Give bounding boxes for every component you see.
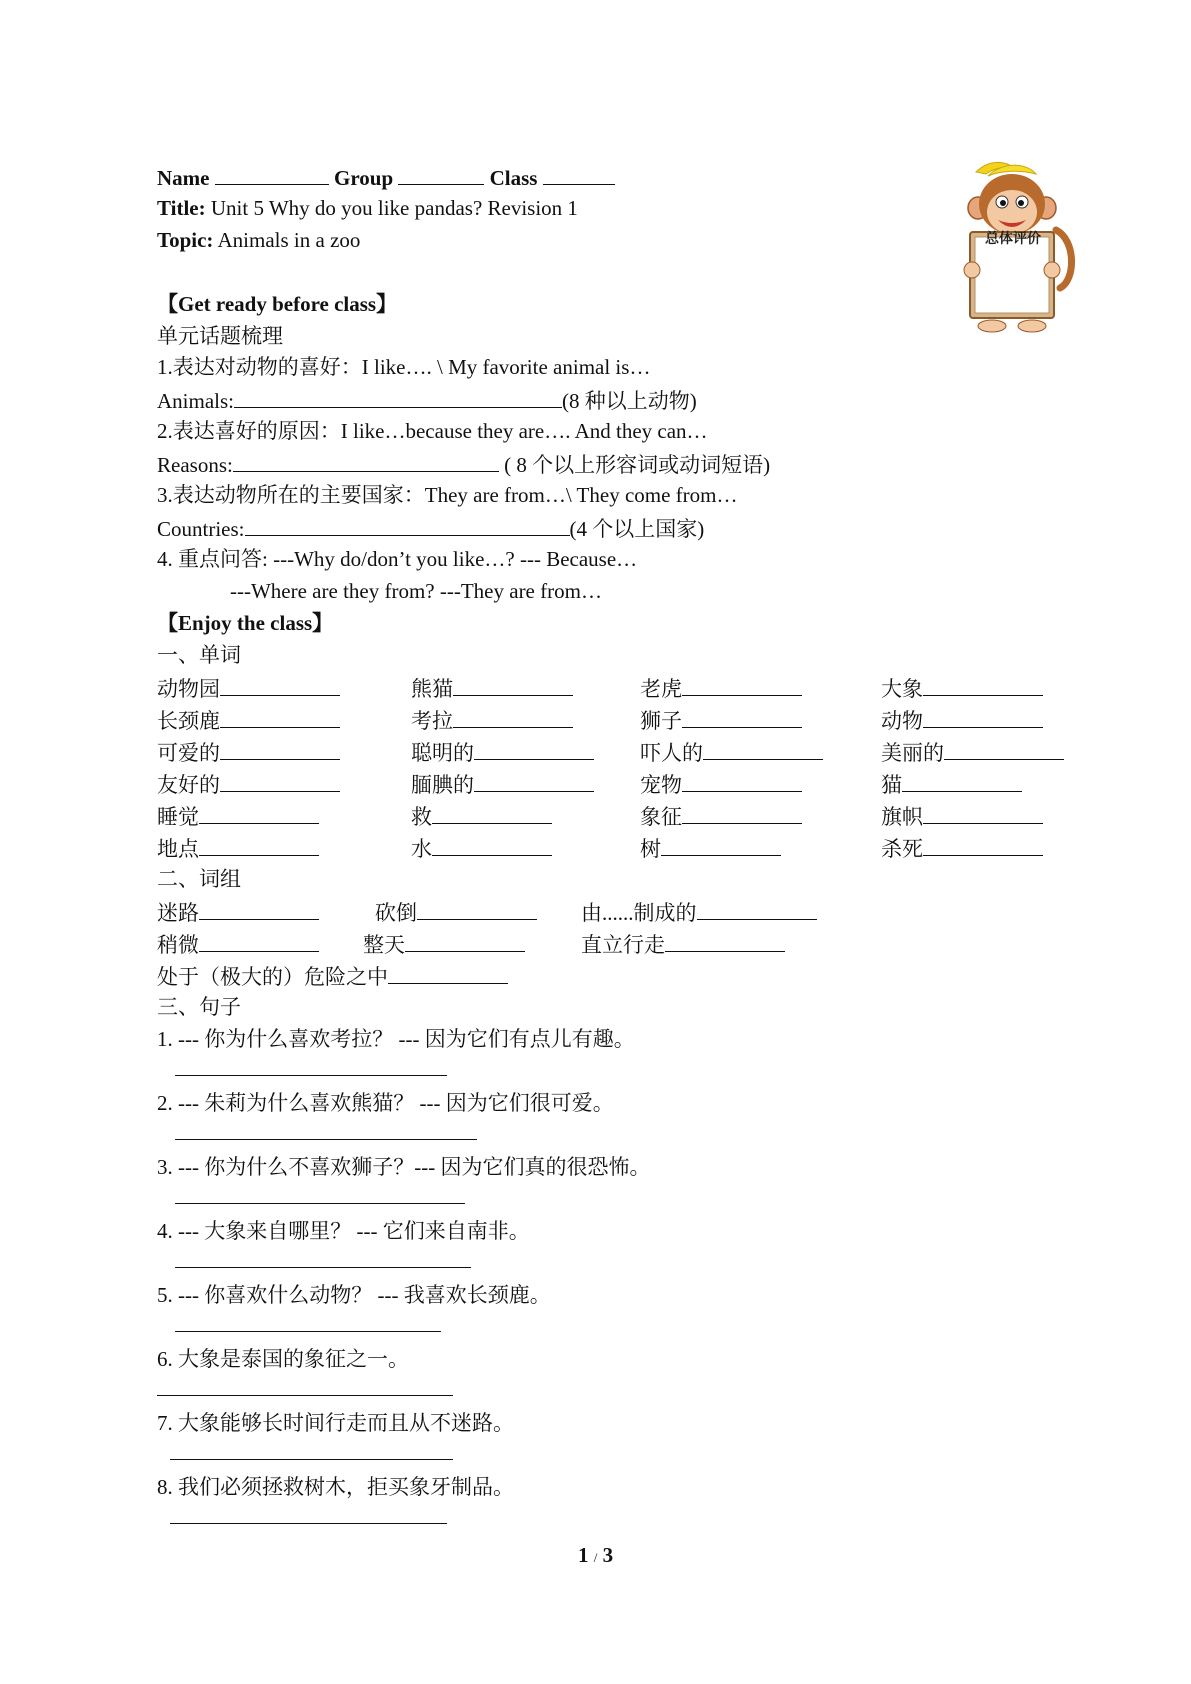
group-label: Group [333,166,394,190]
word-label: 宠物 [640,773,682,797]
phrase-item [375,901,537,924]
phrase-blank[interactable] [388,965,508,984]
sentences-heading: 三、句子 [157,995,241,1019]
word-label: 杀死 [881,837,923,861]
animals-line [157,389,697,412]
word-item [411,741,594,764]
word-blank[interactable] [220,677,340,696]
phrase-label: 直立行走 [581,933,665,957]
item-4-line-1: 4. 重点问答: ---Why do/don’t you like…? --- Because… [157,547,638,571]
sentence-prompt: 3. --- 你为什么不喜欢狮子？--- 因为它们真的很恐怖。 [157,1155,651,1179]
reasons-line [157,453,770,476]
word-blank[interactable] [220,741,340,760]
topic-value: Animals in a zoo [217,228,361,252]
word-item [640,837,781,860]
word-blank[interactable] [923,709,1043,728]
word-label: 救 [411,805,432,829]
title-label: Title: [157,196,206,220]
word-label: 大象 [881,677,923,701]
reasons-blank[interactable] [233,453,499,472]
sentence-prompt: 2. --- 朱莉为什么喜欢熊猫？ --- 因为它们很可爱。 [157,1091,614,1115]
word-label: 象征 [640,805,682,829]
word-row [157,741,1097,765]
word-item [881,709,1043,732]
word-item [881,741,1064,764]
sentence-answer-blank[interactable] [175,1331,441,1332]
sentence-answer-blank[interactable] [170,1459,453,1460]
item-3-text: 3.表达动物所在的主要国家：They are from…\ They come from… [157,483,738,507]
word-blank[interactable] [474,741,594,760]
sentence-prompt: 7. 大象能够长时间行走而且从不迷路。 [157,1411,514,1435]
word-label: 水 [411,837,432,861]
word-label: 可爱的 [157,741,220,765]
word-blank[interactable] [923,805,1043,824]
word-label: 旗帜 [881,805,923,829]
phrase-label: 迷路 [157,901,199,925]
sentence-prompt: 4. --- 大象来自哪里？ --- 它们来自南非。 [157,1219,530,1243]
word-blank[interactable] [703,741,823,760]
phrase-item [157,965,508,988]
phrase-blank[interactable] [199,901,319,920]
topic-label: Topic: [157,228,214,252]
word-item [411,677,573,700]
word-row [157,677,1097,701]
word-blank[interactable] [453,677,573,696]
sentence-answer-blank[interactable] [175,1203,465,1204]
word-item [881,805,1043,828]
reasons-hint: ( 8 个以上形容词或动词短语) [498,453,771,477]
countries-hint: (4 个以上国家) [569,517,705,541]
page-total: 3 [602,1543,614,1567]
word-label: 树 [640,837,661,861]
word-label: 美丽的 [881,741,944,765]
phrases-heading: 二、词组 [157,867,241,891]
words-heading: 一、单词 [157,643,241,667]
sentence-answer-blank[interactable] [175,1075,447,1076]
phrase-blank[interactable] [199,933,319,952]
word-blank[interactable] [661,837,781,856]
word-label: 猫 [881,773,902,797]
word-label: 狮子 [640,709,682,733]
word-blank[interactable] [682,709,802,728]
countries-line [157,517,704,540]
word-item [157,805,319,828]
topic-line [157,230,360,251]
page-number [0,1545,1191,1566]
word-blank[interactable] [199,837,319,856]
word-blank[interactable] [220,773,340,792]
word-item [640,709,802,732]
word-label: 动物园 [157,677,220,701]
phrase-item [157,933,319,956]
monkey-icon [948,160,1078,335]
word-item [157,837,319,860]
section-heading-get-ready: 【Get ready before class】 [157,292,398,316]
page-separator: / [593,1550,598,1565]
word-label: 睡觉 [157,805,199,829]
reasons-label: Reasons: [157,453,233,477]
phrase-label: 处于（极大的）危险之中 [157,965,388,989]
topic-overview-subheading: 单元话题梳理 [157,324,283,348]
sentence-answer-blank[interactable] [175,1139,477,1140]
word-item [157,741,340,764]
phrase-label: 由......制成的 [581,901,697,925]
word-label: 长颈鹿 [157,709,220,733]
word-row [157,805,1097,829]
phrase-item [581,901,817,924]
evaluation-sign-text: 总体评价 [985,231,1041,247]
phrase-item [581,933,785,956]
sentence-prompt: 5. --- 你喜欢什么动物？ --- 我喜欢长颈鹿。 [157,1283,551,1307]
sentence-prompt: 6. 大象是泰国的象征之一。 [157,1347,409,1371]
word-label: 友好的 [157,773,220,797]
sentence-answer-blank[interactable] [175,1267,471,1268]
item-1-text: 1.表达对动物的喜好：I like…. \ My favorite animal is… [157,355,651,379]
name-blank[interactable] [215,166,329,185]
item-4-line-2: ---Where are they from? ---They are from… [230,579,602,603]
section-heading-enjoy: 【Enjoy the class】 [157,611,334,635]
word-item [411,805,552,828]
word-blank[interactable] [199,805,319,824]
word-item [411,837,552,860]
word-blank[interactable] [923,837,1043,856]
word-label: 考拉 [411,709,453,733]
countries-label: Countries: [157,517,245,541]
word-item [411,773,594,796]
phrase-blank[interactable] [405,933,525,952]
word-label: 熊猫 [411,677,453,701]
word-row [157,837,1097,861]
sentence-answer-blank[interactable] [157,1395,453,1396]
phrase-label: 稍微 [157,933,199,957]
monkey-evaluation-mascot [948,160,1078,335]
phrase-label: 砍倒 [375,901,417,925]
title-value: Unit 5 Why do you like pandas? Revision 1 [210,196,578,220]
word-item [881,773,1022,796]
word-item [881,837,1043,860]
word-label: 地点 [157,837,199,861]
word-label: 动物 [881,709,923,733]
word-blank[interactable] [432,805,552,824]
word-item [640,805,802,828]
phrase-blank[interactable] [697,901,817,920]
phrase-blank[interactable] [417,901,537,920]
sentence-prompt: 1. --- 你为什么喜欢考拉？ --- 因为它们有点儿有趣。 [157,1027,635,1051]
word-label: 老虎 [640,677,682,701]
word-blank[interactable] [220,709,340,728]
word-item [640,773,802,796]
countries-blank[interactable] [245,517,570,536]
phrase-item [363,933,525,956]
phrase-label: 整天 [363,933,405,957]
word-item [411,709,573,732]
word-item [157,677,340,700]
word-item [157,709,340,732]
word-item [157,773,340,796]
class-blank[interactable] [543,166,615,185]
sentence-prompt: 8. 我们必须拯救树木，拒买象牙制品。 [157,1475,514,1499]
phrase-row [157,933,1097,957]
animals-label: Animals: [157,389,234,413]
item-2-text: 2.表达喜好的原因：I like…because they are…. And they can… [157,419,708,443]
word-blank[interactable] [923,677,1043,696]
word-blank[interactable] [453,709,573,728]
word-blank[interactable] [944,741,1064,760]
word-row [157,709,1097,733]
phrase-item [157,901,319,924]
word-item [640,741,823,764]
word-label: 腼腆的 [411,773,474,797]
word-blank[interactable] [474,773,594,792]
word-blank[interactable] [902,773,1022,792]
word-label: 吓人的 [640,741,703,765]
word-label: 聪明的 [411,741,474,765]
word-item [881,677,1043,700]
sentence-answer-blank[interactable] [170,1523,447,1524]
animals-hint: (8 种以上动物) [562,389,697,413]
class-label: Class [489,166,538,190]
word-blank[interactable] [682,773,802,792]
word-blank[interactable] [682,677,802,696]
animals-blank[interactable] [234,389,562,408]
page-current: 1 [577,1543,589,1567]
phrase-row [157,901,1097,925]
name-label: Name [157,166,210,190]
title-line [157,198,578,219]
word-blank[interactable] [432,837,552,856]
word-row [157,773,1097,797]
word-blank[interactable] [682,805,802,824]
name-group-class-line [157,166,615,189]
group-blank[interactable] [398,166,484,185]
word-item [640,677,802,700]
phrase-blank[interactable] [665,933,785,952]
